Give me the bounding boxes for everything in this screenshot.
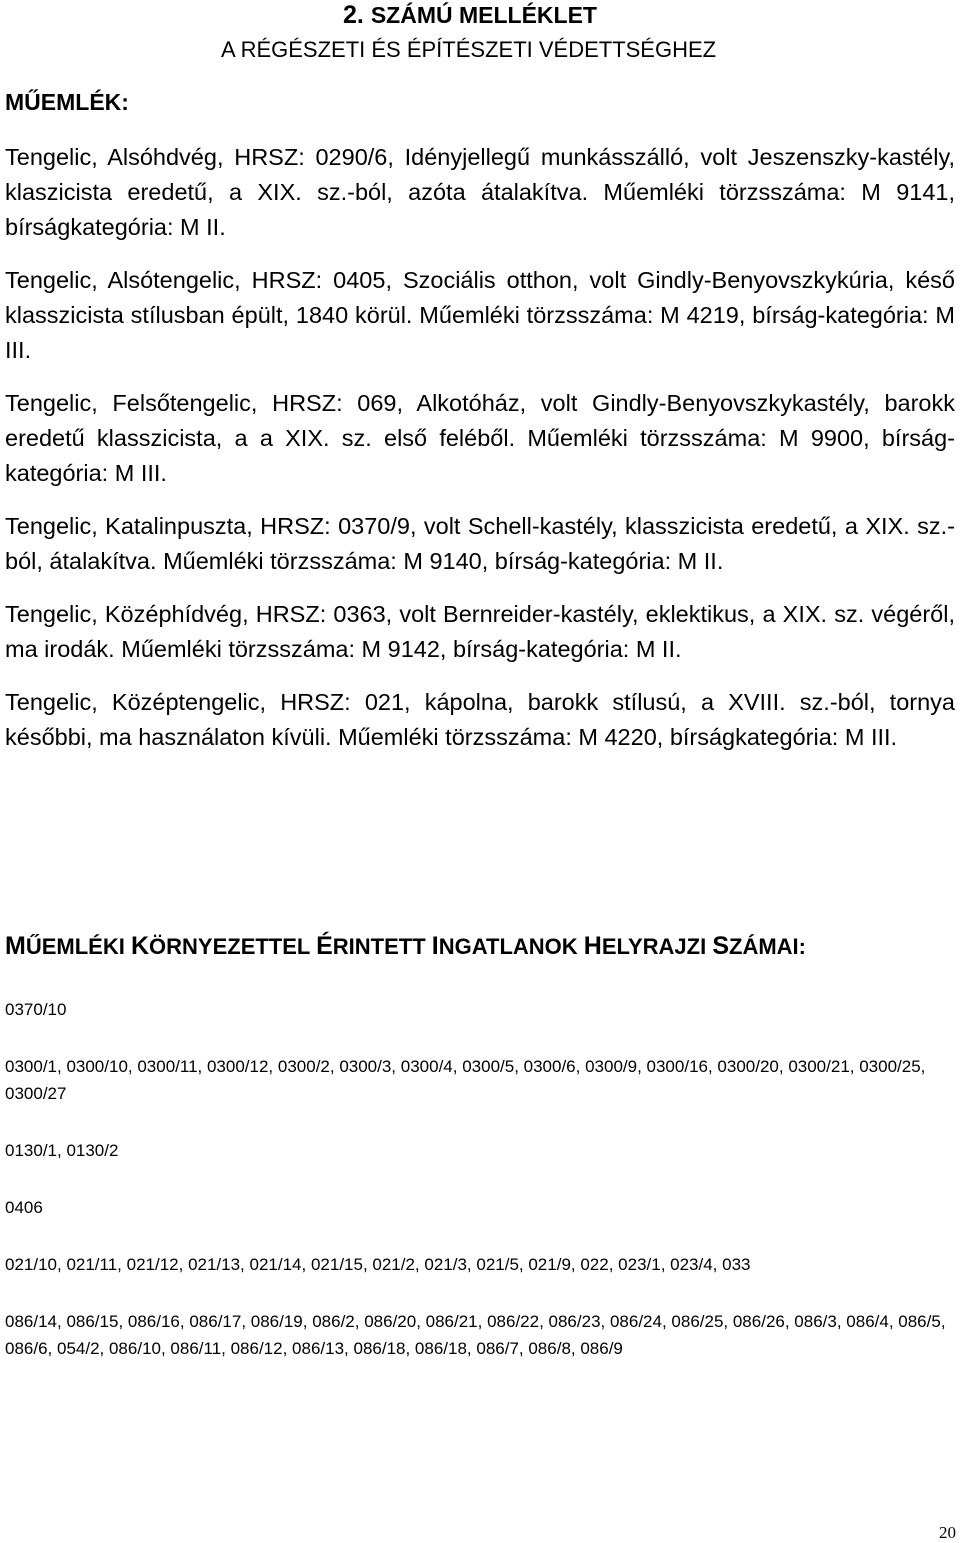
parcel-group: 086/14, 086/15, 086/16, 086/17, 086/19, 086/2, 086/20, 086/21, 086/22, 086/23, 086/24, 086/25, 086/26, 086/3, 086/4, 086/5, 086/6, 054/2, 086/10, 086/11, 086/12, 086/13, 086/18, 086/18, 086/7, 086/8, 086/9 [5,1312,946,1358]
parcel-group: 021/10, 021/11, 021/12, 021/13, 021/14, 021/15, 021/2, 021/3, 021/5, 021/9, 022, 023/1, 023/4, 033 [5,1255,751,1274]
monument-entry: Tengelic, Középhídvég, HRSZ: 0363, volt Bernreider-kastély, eklektikus, a XIX. sz. végéről, ma irodák. Műemléki törzsszáma: M 9142, bírság-kategória: M II. [5,601,955,662]
monument-entry: Tengelic, Alsóhdvég, HRSZ: 0290/6, Idényjellegű munkásszálló, volt Jeszenszky-kastély, klaszicista eredetű, a XIX. sz.-ból, azóta átalakítva. Műemléki törzsszáma: M 9141, bírságkategória: M II. [5,144,955,240]
heading-initial: S [712,932,729,960]
heading-word-rest: ZÁMAI: [729,934,806,959]
monument-entry: Tengelic, Középtengelic, HRSZ: 021, kápolna, barokk stílusú, a XVIII. sz.-ból, tornya későbbi, ma használaton kívüli. Műemléki törzsszáma: M 4220, bírságkategória: M III. [5,689,955,750]
heading-initial: K [130,932,150,960]
heading-word-rest: ŰEMLÉKI [25,934,125,959]
parcel-group: 0370/10 [5,1000,67,1019]
heading-word-rest: RINTETT [332,934,426,959]
heading-word-rest: ELYRAJZI [601,934,707,959]
annex-number: 2. [343,1,364,29]
section-label-monument: MŰEMLÉK: [5,89,129,115]
heading-initial: H [583,932,602,960]
heading-word-rest: NGATLANOK [438,934,578,959]
heading-word-rest: ÖRNYEZETTEL [149,934,310,959]
parcel-group: 0130/1, 0130/2 [5,1141,119,1160]
heading-initial: M [5,932,26,960]
annex-title-text: SZÁMÚ MELLÉKLET [370,2,597,28]
environment-heading [5,932,806,961]
monument-entry: Tengelic, Felsőtengelic, HRSZ: 069, Alkotóház, volt Gindly-Benyovszkykastély, barokk eredetű klasszicista, a a XIX. sz. első feléből. Műemléki törzsszáma: M 9900, bírság-kategória: M III. [5,390,955,486]
annex-subtitle: A RÉGÉSZETI ÉS ÉPÍTÉSZETI VÉDETTSÉGHEZ [221,37,717,62]
parcel-group: 0406 [5,1198,43,1217]
monument-entry: Tengelic, Alsótengelic, HRSZ: 0405, Szociális otthon, volt Gindly-Benyovszkykúria, késő klasszicista stílusban épült, 1840 körül. Műemléki törzsszáma: M 4219, bírság-kategória: M III. [5,267,955,363]
page-number: 20 [939,1523,956,1542]
heading-initial: É [316,932,333,960]
monument-entry: Tengelic, Katalinpuszta, HRSZ: 0370/9, volt Schell-kastély, klasszicista eredetű, a XIX. sz.-ból, átalakítva. Műemléki törzsszáma: M 9140, bírság-kategória: M II. [5,513,955,574]
annex-title [343,1,597,30]
parcel-group: 0300/1, 0300/10, 0300/11, 0300/12, 0300/2, 0300/3, 0300/4, 0300/5, 0300/6, 0300/9, 0300/16, 0300/20, 0300/21, 0300/25, 0300/27 [5,1057,926,1103]
monument-list [5,140,955,773]
parcel-list [5,996,955,1392]
heading-initial: I [431,932,439,960]
